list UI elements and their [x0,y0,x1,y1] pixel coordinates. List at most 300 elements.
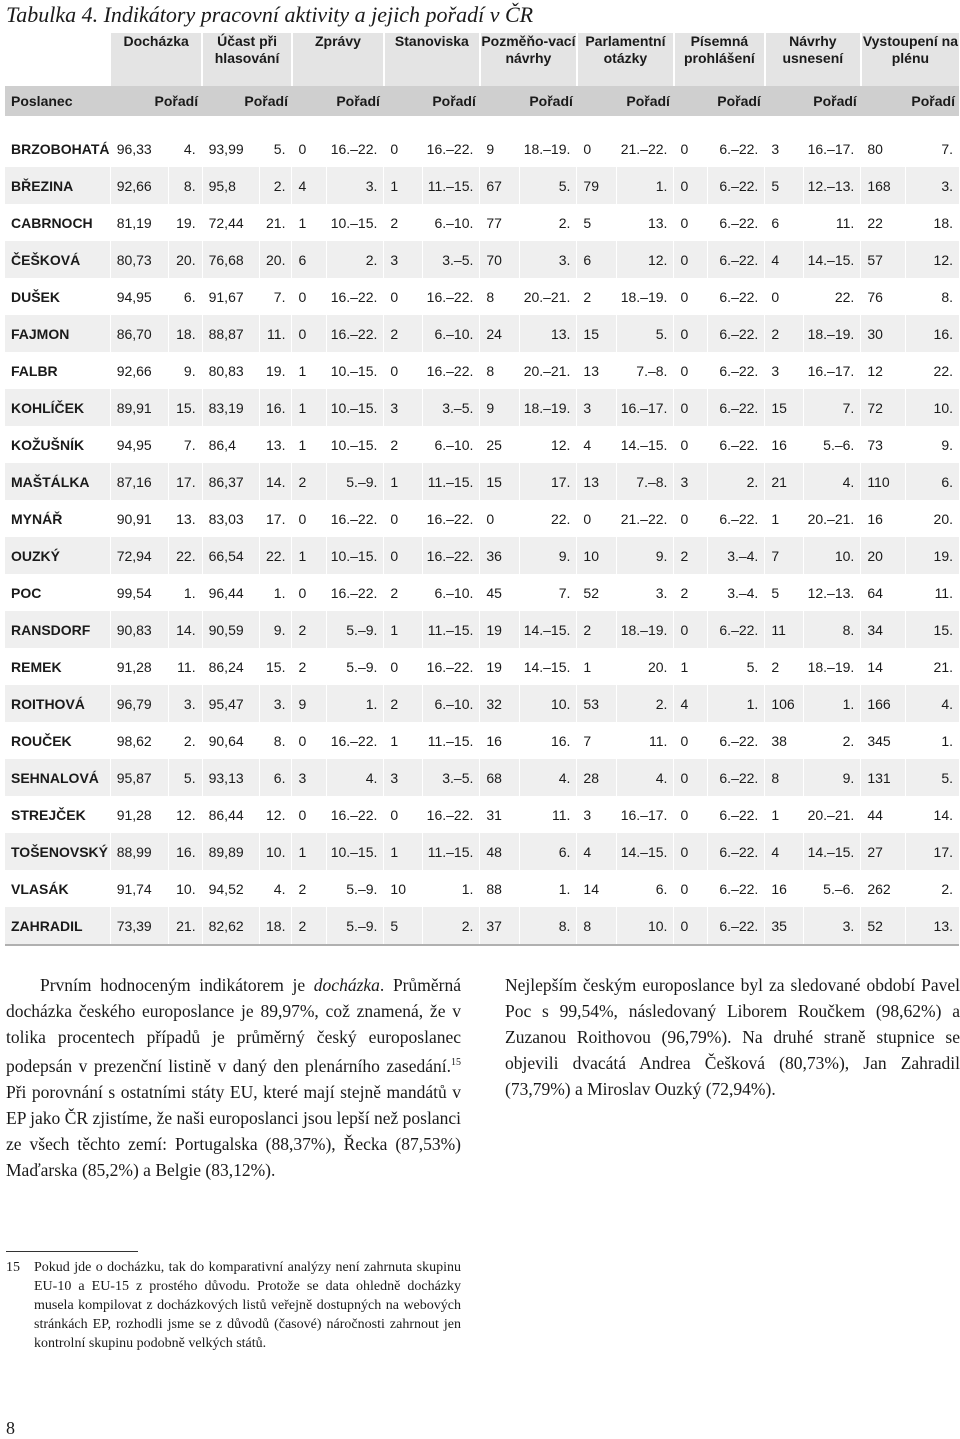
rank-cell: 6.–22. [708,278,765,315]
value-cell: 4 [292,167,327,204]
value-cell: 7 [765,537,804,574]
value-cell: 0 [674,500,708,537]
value-cell: 9 [292,685,327,722]
value-cell: 1 [292,426,327,463]
activity-table [5,33,959,946]
value-cell: 19 [480,611,520,648]
value-cell: 0 [292,500,327,537]
member-name: BŘEZINA [5,167,110,204]
rank-cell: 6.–22. [708,389,765,426]
rank-cell: 6. [520,833,577,870]
rank-cell: 4. [617,759,674,796]
group-header: Pozměňo-vací návrhy [480,33,577,86]
rank-cell: 7. [804,389,861,426]
rank-cell: 6.–22. [708,833,765,870]
value-cell: 31 [480,796,520,833]
header-blank [5,33,110,86]
rank-cell: 21. [259,204,292,241]
group-header: Parlamentní otázky [577,33,674,86]
member-name: FAJMON [5,315,110,352]
group-header: Zprávy [292,33,384,86]
rank-cell: 11.–15. [423,463,480,500]
value-cell: 86,44 [202,796,259,833]
value-cell: 87,16 [110,463,168,500]
poslanec-header: Poslanec [5,86,110,116]
value-cell: 72,94 [110,537,168,574]
value-cell: 2 [765,315,804,352]
table-row [5,870,959,907]
table-row [5,389,959,426]
table-row [5,426,959,463]
rank-cell: 5.–6. [804,870,861,907]
value-cell: 8 [765,759,804,796]
rank-cell: 6.–22. [708,611,765,648]
value-cell: 166 [861,685,906,722]
value-cell: 77 [480,204,520,241]
table-row [5,722,959,759]
value-cell: 13 [577,463,617,500]
rank-cell: 18.–19. [617,278,674,315]
value-cell: 5 [765,574,804,611]
rank-cell: 15. [906,611,959,648]
rank-cell: 6. [617,870,674,907]
footnote-rule [6,1251,138,1252]
rank-cell: 16. [520,722,577,759]
value-cell: 5 [384,907,423,945]
value-cell: 94,95 [110,426,168,463]
value-cell: 83,03 [202,500,259,537]
rank-cell: 21. [906,648,959,685]
value-cell: 2 [384,315,423,352]
rank-cell: 6.–22. [708,759,765,796]
table-row [5,833,959,870]
value-cell: 1 [674,648,708,685]
member-name: CABRNOCH [5,204,110,241]
value-cell: 5 [577,204,617,241]
rank-cell: 22. [259,537,292,574]
rank-cell: 12. [259,796,292,833]
value-cell: 76,68 [202,241,259,278]
value-cell: 0 [674,241,708,278]
table-row [5,130,959,167]
value-cell: 0 [674,278,708,315]
footnote-text: Pokud jde o docházku, tak do komparativní analýzy není zahrnuta skupinu EU-10 a EU-15 z prostého důvodu. Protože se data ohledně docházky musela kompilovat z docházkových listů veřejně dostupných na webových stránkách EP, rozhodli jsme se z důvodů (časové) náročnosti zahrnout jen kontrolní skupinu podobně velkých států. [34,1260,461,1351]
value-cell: 1 [292,833,327,870]
rank-cell: 2. [423,907,480,945]
rank-cell: 13. [617,204,674,241]
rank-cell: 4. [168,130,202,167]
rank-cell: 12.–13. [804,167,861,204]
rank-cell: 9. [617,537,674,574]
rank-cell: 2. [906,870,959,907]
value-cell: 16 [765,426,804,463]
table-row [5,648,959,685]
rank-cell: 9. [906,426,959,463]
value-cell: 0 [384,500,423,537]
rank-cell: 8. [804,611,861,648]
member-name: BRZOBOHATÁ [5,130,110,167]
value-cell: 66,54 [202,537,259,574]
rank-cell: 7. [259,278,292,315]
value-cell: 4 [577,833,617,870]
rank-cell: 20.–21. [520,352,577,389]
value-cell: 8 [480,278,520,315]
value-cell: 70 [480,241,520,278]
rank-cell: 9. [804,759,861,796]
rank-cell: 7. [520,574,577,611]
value-cell: 64 [861,574,906,611]
value-cell: 95,87 [110,759,168,796]
rank-cell: 14.–15. [520,648,577,685]
member-name: DUŠEK [5,278,110,315]
rank-cell: 18.–19. [804,315,861,352]
rank-cell: 16.–22. [327,278,384,315]
rank-header: Pořadí [202,86,292,116]
value-cell: 25 [480,426,520,463]
value-cell: 24 [480,315,520,352]
rank-cell: 5. [617,315,674,352]
rank-cell: 6.–22. [708,870,765,907]
rank-cell: 10.–15. [327,537,384,574]
value-cell: 0 [674,759,708,796]
value-cell: 0 [384,352,423,389]
rank-cell: 8. [168,167,202,204]
rank-cell: 10.–15. [327,352,384,389]
value-cell: 96,79 [110,685,168,722]
rank-cell: 14.–15. [804,241,861,278]
value-cell: 15 [480,463,520,500]
member-name: ROUČEK [5,722,110,759]
rank-cell: 16.–22. [423,130,480,167]
value-cell: 81,19 [110,204,168,241]
value-cell: 3 [384,389,423,426]
member-name: STREJČEK [5,796,110,833]
rank-header: Pořadí [861,86,959,116]
value-cell: 6 [765,204,804,241]
table-row [5,463,959,500]
rank-cell: 11. [168,648,202,685]
rank-header: Pořadí [384,86,480,116]
value-cell: 72,44 [202,204,259,241]
value-cell: 38 [765,722,804,759]
value-cell: 4 [765,833,804,870]
rank-cell: 5.–9. [327,870,384,907]
rank-header: Pořadí [765,86,861,116]
rank-cell: 2. [259,167,292,204]
value-cell: 2 [577,611,617,648]
member-name: ROITHOVÁ [5,685,110,722]
rank-cell: 10. [906,389,959,426]
member-name: SEHNALOVÁ [5,759,110,796]
value-cell: 6 [292,241,327,278]
rank-cell: 14. [259,463,292,500]
value-cell: 1 [765,796,804,833]
value-cell: 53 [577,685,617,722]
value-cell: 0 [480,500,520,537]
value-cell: 0 [292,796,327,833]
rank-cell: 16.–22. [327,130,384,167]
value-cell: 73 [861,426,906,463]
rank-cell: 16.–22. [327,574,384,611]
rank-cell: 16. [168,833,202,870]
rank-cell: 3.–5. [423,241,480,278]
value-cell: 2 [384,204,423,241]
value-cell: 14 [577,870,617,907]
value-cell: 3 [292,759,327,796]
rank-cell: 16.–17. [804,352,861,389]
value-cell: 2 [292,611,327,648]
rank-cell: 15. [259,648,292,685]
rank-cell: 4. [327,759,384,796]
value-cell: 34 [861,611,906,648]
rank-cell: 16.–22. [327,722,384,759]
table-row [5,204,959,241]
rank-cell: 5.–9. [327,463,384,500]
value-cell: 0 [674,352,708,389]
value-cell: 0 [384,648,423,685]
rank-cell: 4. [259,870,292,907]
rank-cell: 5. [708,648,765,685]
table-row [5,315,959,352]
value-cell: 0 [674,722,708,759]
rank-cell: 6.–22. [708,722,765,759]
value-cell: 9 [480,389,520,426]
rank-cell: 5.–9. [327,611,384,648]
rank-cell: 6. [168,278,202,315]
rank-cell: 1. [617,167,674,204]
rank-cell: 1. [708,685,765,722]
rank-cell: 20. [617,648,674,685]
rank-cell: 14.–15. [520,611,577,648]
rank-cell: 1. [423,870,480,907]
value-cell: 86,24 [202,648,259,685]
rank-cell: 1. [906,722,959,759]
rank-cell: 3. [617,574,674,611]
rank-cell: 18. [168,315,202,352]
rank-cell: 10. [168,870,202,907]
value-cell: 92,66 [110,167,168,204]
table-row [5,167,959,204]
rank-cell: 5. [259,130,292,167]
rank-cell: 10. [259,833,292,870]
rank-cell: 14.–15. [617,426,674,463]
rank-cell: 11.–15. [423,722,480,759]
value-cell: 2 [577,278,617,315]
rank-cell: 19. [906,537,959,574]
rank-cell: 6.–10. [423,685,480,722]
value-cell: 83,19 [202,389,259,426]
rank-cell: 11. [804,204,861,241]
rank-cell: 17. [520,463,577,500]
rank-cell: 6.–22. [708,500,765,537]
value-cell: 1 [384,167,423,204]
rank-cell: 5.–9. [327,648,384,685]
rank-cell: 6.–10. [423,315,480,352]
value-cell: 0 [577,500,617,537]
table-row [5,611,959,648]
value-cell: 0 [674,907,708,945]
value-cell: 3 [384,759,423,796]
rank-cell: 13. [259,426,292,463]
value-cell: 1 [384,463,423,500]
value-cell: 3 [577,389,617,426]
value-cell: 48 [480,833,520,870]
rank-cell: 8. [906,278,959,315]
rank-cell: 3. [804,907,861,945]
value-cell: 0 [674,870,708,907]
value-cell: 96,33 [110,130,168,167]
value-cell: 3 [577,796,617,833]
value-cell: 0 [674,204,708,241]
value-cell: 80 [861,130,906,167]
rank-cell: 5. [168,759,202,796]
value-cell: 91,28 [110,648,168,685]
table-row [5,537,959,574]
value-cell: 52 [577,574,617,611]
value-cell: 67 [480,167,520,204]
value-cell: 99,54 [110,574,168,611]
value-cell: 95,47 [202,685,259,722]
value-cell: 15 [577,315,617,352]
rank-cell: 9. [259,611,292,648]
group-header: Vystoupení na plénu [861,33,959,86]
value-cell: 44 [861,796,906,833]
rank-cell: 16.–22. [423,537,480,574]
value-cell: 8 [480,352,520,389]
value-cell: 0 [292,722,327,759]
member-name: ČEŠKOVÁ [5,241,110,278]
rank-cell: 7.–8. [617,463,674,500]
rank-cell: 16.–17. [617,389,674,426]
value-cell: 2 [384,426,423,463]
rank-cell: 17. [906,833,959,870]
rank-cell: 18. [259,907,292,945]
value-cell: 27 [861,833,906,870]
group-header: Písemná prohlášení [674,33,765,86]
rank-cell: 14. [906,796,959,833]
value-cell: 73,39 [110,907,168,945]
rank-cell: 1. [327,685,384,722]
rank-cell: 18.–19. [520,130,577,167]
rank-cell: 13. [520,315,577,352]
value-cell: 37 [480,907,520,945]
rank-cell: 9. [520,537,577,574]
value-cell: 2 [674,574,708,611]
value-cell: 96,44 [202,574,259,611]
table-row [5,574,959,611]
value-cell: 90,91 [110,500,168,537]
value-cell: 0 [292,130,327,167]
text-left-part-c: Při porovnání s ostatními státy EU, které mají stejně mandátů v EP jako ČR zjistíme, že naši europoslanci jsou lepší než poslanci ze všech těchto zemí: Portugalska (88,37%), Řecka (87,53%) Maďarska (85,2%) a Belgie (83,12%). [6,1081,461,1180]
rank-cell: 6. [259,759,292,796]
value-cell: 15 [765,389,804,426]
rank-cell: 16.–22. [423,500,480,537]
rank-cell: 4. [906,685,959,722]
value-cell: 13 [577,352,617,389]
rank-cell: 22. [520,500,577,537]
value-cell: 2 [292,907,327,945]
table-row [5,241,959,278]
member-name: FALBR [5,352,110,389]
member-name: KOŽUŠNÍK [5,426,110,463]
rank-cell: 6.–10. [423,426,480,463]
value-cell: 5 [765,167,804,204]
value-cell: 3 [765,130,804,167]
rank-header: Pořadí [110,86,202,116]
value-cell: 93,13 [202,759,259,796]
rank-cell: 6.–22. [708,315,765,352]
value-cell: 0 [674,315,708,352]
value-cell: 57 [861,241,906,278]
rank-cell: 16.–22. [327,500,384,537]
rank-cell: 20. [168,241,202,278]
rank-cell: 3. [327,167,384,204]
value-cell: 94,95 [110,278,168,315]
value-cell: 92,66 [110,352,168,389]
value-cell: 6 [577,241,617,278]
rank-cell: 20.–21. [804,500,861,537]
rank-cell: 5. [906,759,959,796]
table-row [5,352,959,389]
value-cell: 91,74 [110,870,168,907]
rank-cell: 16.–17. [804,130,861,167]
value-cell: 90,59 [202,611,259,648]
value-cell: 1 [292,352,327,389]
rank-cell: 21.–22. [617,500,674,537]
value-cell: 12 [861,352,906,389]
value-cell: 3 [765,352,804,389]
value-cell: 106 [765,685,804,722]
rank-cell: 6.–10. [423,204,480,241]
value-cell: 262 [861,870,906,907]
value-cell: 80,83 [202,352,259,389]
rank-header: Pořadí [577,86,674,116]
rank-header: Pořadí [674,86,765,116]
value-cell: 2 [292,870,327,907]
member-name: OUZKÝ [5,537,110,574]
rank-cell: 12. [168,796,202,833]
group-header-row [5,33,959,86]
member-name: MYNÁŘ [5,500,110,537]
value-cell: 0 [384,130,423,167]
value-cell: 82,62 [202,907,259,945]
rank-cell: 16.–22. [423,648,480,685]
value-cell: 9 [480,130,520,167]
footnote-ref[interactable]: 15 [451,1057,461,1068]
value-cell: 68 [480,759,520,796]
rank-cell: 15. [168,389,202,426]
value-cell: 16 [861,500,906,537]
member-name: REMEK [5,648,110,685]
rank-cell: 16.–22. [327,315,384,352]
value-cell: 2 [292,648,327,685]
rank-cell: 14.–15. [804,833,861,870]
value-cell: 131 [861,759,906,796]
rank-cell: 11.–15. [423,611,480,648]
value-cell: 14 [861,648,906,685]
value-cell: 76 [861,278,906,315]
body-text-left [6,972,461,1183]
value-cell: 32 [480,685,520,722]
value-cell: 95,8 [202,167,259,204]
rank-cell: 3. [906,167,959,204]
rank-cell: 6.–22. [708,352,765,389]
rank-cell: 10.–15. [327,204,384,241]
rank-cell: 6.–22. [708,796,765,833]
value-cell: 94,52 [202,870,259,907]
rank-cell: 3.–5. [423,759,480,796]
value-cell: 91,67 [202,278,259,315]
